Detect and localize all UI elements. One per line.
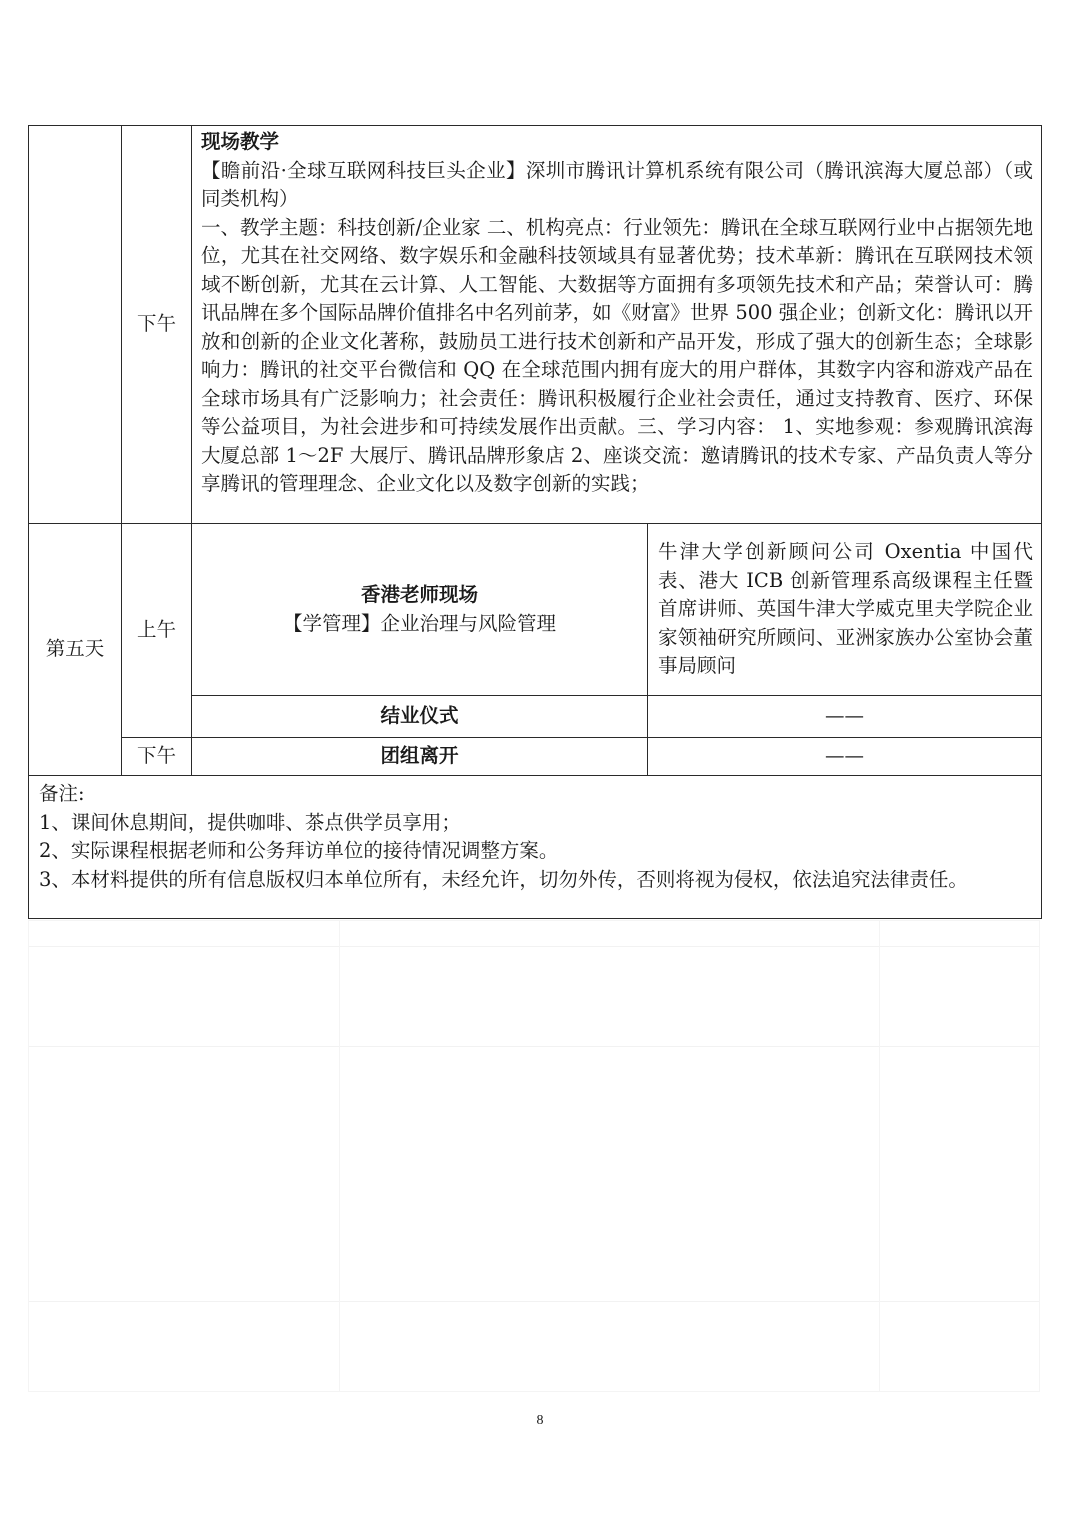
schedule-row-notes [29, 776, 1042, 919]
course-title: 香港老师现场 [360, 583, 478, 606]
departure-teacher-cell: —— [648, 738, 1042, 776]
day-cell-empty [29, 126, 122, 524]
time-cell-morning: 上午 [122, 524, 192, 738]
teacher-cell: 牛津大学创新顾问公司 Oxentia 中国代表、港大 ICB 创新管理系高级课程主任暨首席讲师、英国牛津大学威克里夫学院企业家领袖研究所顾问、亚洲家族办公室协会董事局顾问 [648, 524, 1042, 696]
show-through-background [28, 920, 1040, 1392]
schedule-row-afternoon-visit [29, 126, 1042, 524]
departure-cell: 团组离开 [192, 738, 648, 776]
notes-item: 1、课间休息期间，提供咖啡、茶点供学员享用； [39, 810, 461, 834]
schedule-row-departure [29, 738, 1042, 776]
session-content [192, 126, 1042, 524]
ceremony-teacher-cell: —— [648, 696, 1042, 738]
notes-item: 3、本材料提供的所有信息版权归本单位所有，未经允许，切勿外传，否则将视为侵权，依法追究法律责任。 [39, 867, 968, 891]
day-cell-day5: 第五天 [29, 524, 122, 776]
session-paragraph-venue: 【瞻前沿·全球互联网科技巨头企业】深圳市腾讯计算机系统有限公司（腾讯滨海大厦总部）（或同类机构） [201, 158, 1033, 210]
session-paragraph-details: 一、教学主题：科技创新/企业家 二、机构亮点：行业领先：腾讯在全球互联网行业中占据领先地位，尤其在社交网络、数字娱乐和金融科技领域具有显著优势；技术革新：腾讯在互联网技术领域不断创新，尤其在云计算、人工智能、大数据等方面拥有多项领先技术和产品；荣誉认可：腾讯品牌在多个国际品牌价值排名中名列前茅，如《财富》世界 500 强企业；创新文化：腾讯以开放和创新的企业文化著称，鼓励员工进行技术创新和产品开发，形成了强大的创新生态；全球影响力：腾讯的社交平台微信和 QQ 在全球范围内拥有庞大的用户群体，其数字内容和游戏产品在全球市场具有广泛影响力；社会责任：腾讯积极履行企业社会责任，通过支持教育、医疗、环保等公益项目，为社会进步和可持续发展作出贡献。三、学习内容： 1、实地参观：参观腾讯滨海大厦总部 1～2F 大展厅、腾讯品牌形象店 2、座谈交流：邀请腾讯的技术专家、产品负责人等分享腾讯的管理理念、企业文化以及数字创新的实践； [201, 215, 1033, 495]
ceremony-cell: 结业仪式 [192, 696, 648, 738]
time-cell-afternoon: 下午 [122, 126, 192, 524]
notes-cell [29, 776, 1042, 919]
notes-item: 2、实际课程根据老师和公务拜访单位的接待情况调整方案。 [39, 839, 559, 862]
schedule-table [28, 125, 1042, 919]
page-number: 8 [536, 1413, 544, 1428]
course-cell [192, 524, 648, 696]
session-heading: 现场教学 [201, 130, 280, 153]
notes-title: 备注: [39, 782, 85, 805]
schedule-row-day5-morning [29, 524, 1042, 696]
time-cell-afternoon-day5: 下午 [122, 738, 192, 776]
course-subtitle: 【学管理】企业治理与风险管理 [282, 611, 556, 635]
